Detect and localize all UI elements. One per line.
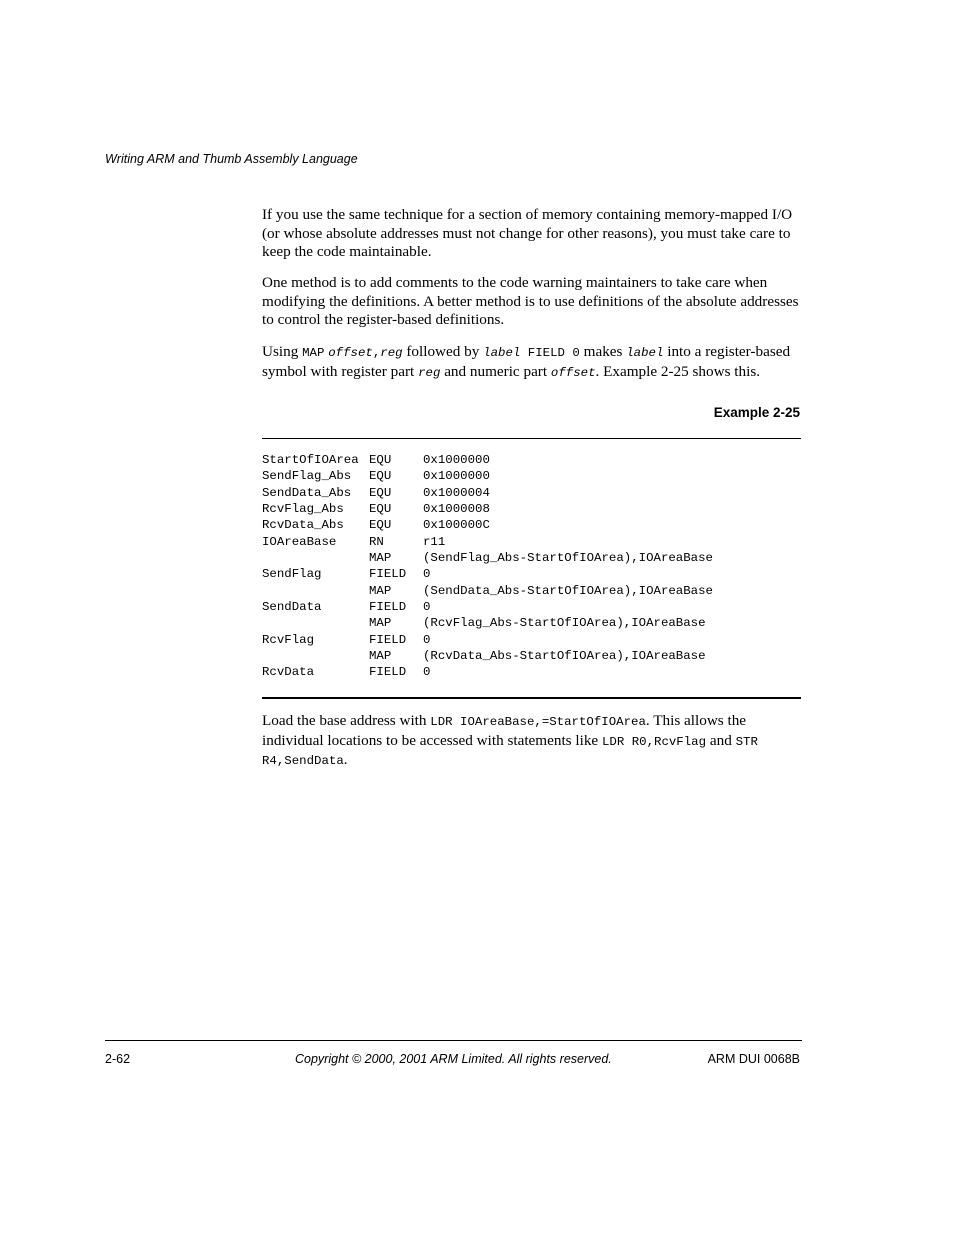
copyright-notice: Copyright © 2000, 2001 ARM Limited. All rights reserved.: [295, 1052, 612, 1066]
code-operand: 0: [423, 567, 431, 582]
code-line: [262, 501, 801, 517]
code-operand: r11: [423, 534, 446, 549]
code-operand: 0x1000008: [423, 502, 490, 517]
code-label: SendFlag: [262, 567, 322, 582]
code-operand: (RcvFlag_Abs-StartOfIOArea),IOAreaBase: [423, 616, 706, 631]
code-line: [262, 517, 801, 533]
code-run: LDR R0,RcvFlag: [601, 734, 707, 749]
code-label: StartOfIOArea: [262, 453, 359, 467]
text-run: Load the base address with: [262, 712, 431, 729]
code-directive: EQU: [369, 469, 392, 484]
text-run: and numeric part: [440, 362, 551, 380]
code-italic-run: reg: [418, 365, 441, 380]
text-run: Using: [262, 343, 303, 360]
code-label: IOAreaBase: [262, 534, 337, 549]
code-italic-run: offset: [550, 365, 596, 380]
code-label: RcvData: [262, 665, 315, 680]
code-label: SendFlag_Abs: [262, 469, 352, 484]
example-label: Example 2-25: [713, 405, 800, 420]
text-run: makes: [579, 343, 627, 360]
code-line: [262, 583, 801, 599]
code-operand: (SendFlag_Abs-StartOfIOArea),IOAreaBase: [423, 551, 713, 566]
code-run: FIELD 0: [520, 346, 580, 360]
text-run: .: [343, 751, 348, 769]
document-id: ARM DUI 0068B: [707, 1052, 800, 1066]
code-directive: FIELD: [369, 632, 407, 647]
code-line: [262, 468, 801, 484]
code-operand: 0: [423, 632, 431, 647]
code-italic-run: offset: [328, 346, 373, 360]
code-run: MAP: [302, 346, 325, 360]
code-italic-run: label: [483, 346, 521, 360]
paragraph-map-usage: [262, 343, 802, 382]
code-directive: MAP: [369, 616, 392, 631]
paragraph-load-base: [262, 712, 802, 771]
code-operand: 0x1000000: [423, 469, 490, 484]
code-line: [262, 485, 801, 501]
code-operand: 0: [423, 665, 431, 680]
code-operand: 0x100000C: [423, 518, 490, 533]
code-line: [262, 648, 801, 664]
code-run: STR R4,SendData: [262, 734, 758, 769]
code-label: SendData_Abs: [262, 485, 352, 500]
code-example: [262, 452, 801, 681]
code-directive: EQU: [369, 453, 392, 467]
example-top-rule: [262, 438, 801, 439]
code-operand: 0: [423, 600, 431, 615]
text-run: . This allows the individual locations to be accessed with statements like: [262, 712, 747, 749]
page-number: 2-62: [105, 1052, 131, 1066]
code-directive: MAP: [369, 551, 392, 566]
code-run: ,: [372, 346, 381, 360]
code-line: [262, 664, 801, 680]
code-line: [262, 632, 801, 648]
code-label: RcvData_Abs: [262, 518, 344, 533]
code-italic-run: label: [626, 346, 664, 360]
code-directive: FIELD: [369, 600, 407, 615]
code-run: LDR IOAreaBase,=StartOfIOArea: [430, 715, 646, 729]
text-run: . Example 2-25 shows this.: [595, 362, 761, 380]
code-label: SendData: [262, 600, 322, 615]
text-run: and: [706, 731, 736, 749]
code-operand: (SendData_Abs-StartOfIOArea),IOAreaBase: [423, 583, 713, 598]
code-label: RcvFlag: [262, 632, 315, 647]
code-line: [262, 566, 801, 582]
code-line: [262, 599, 801, 615]
footer-rule: [105, 1040, 802, 1041]
paragraph-intro: If you use the same technique for a section of memory containing memory-mapped I/O (or whose absolute addresses must not change for other reasons), you must take care to keep the code maintainable.: [262, 206, 793, 261]
code-directive: MAP: [369, 583, 392, 598]
example-bottom-rule: [262, 697, 801, 699]
text-run: into a register-based symbol with register part: [262, 343, 791, 380]
code-line: [262, 550, 801, 566]
code-directive: MAP: [369, 649, 392, 664]
code-line: [262, 452, 801, 468]
running-header: Writing ARM and Thumb Assembly Language: [105, 152, 358, 166]
code-label: RcvFlag_Abs: [262, 502, 344, 517]
code-directive: EQU: [369, 502, 392, 517]
code-directive: EQU: [369, 518, 392, 533]
text-run: followed by: [402, 343, 484, 360]
code-operand: 0x1000000: [423, 453, 490, 467]
paragraph-method: One method is to add comments to the code warning maintainers to take care when modifying the definitions. A better method is to use definitions of the absolute addresses to control the register-based definitions.: [262, 274, 799, 329]
code-directive: FIELD: [369, 567, 407, 582]
code-italic-run: reg: [380, 346, 403, 360]
code-operand: (RcvData_Abs-StartOfIOArea),IOAreaBase: [423, 649, 706, 664]
code-operand: 0x1000004: [423, 485, 490, 500]
code-directive: RN: [369, 534, 384, 549]
code-directive: FIELD: [369, 665, 407, 680]
code-directive: EQU: [369, 485, 392, 500]
code-line: [262, 534, 801, 550]
code-line: [262, 615, 801, 631]
